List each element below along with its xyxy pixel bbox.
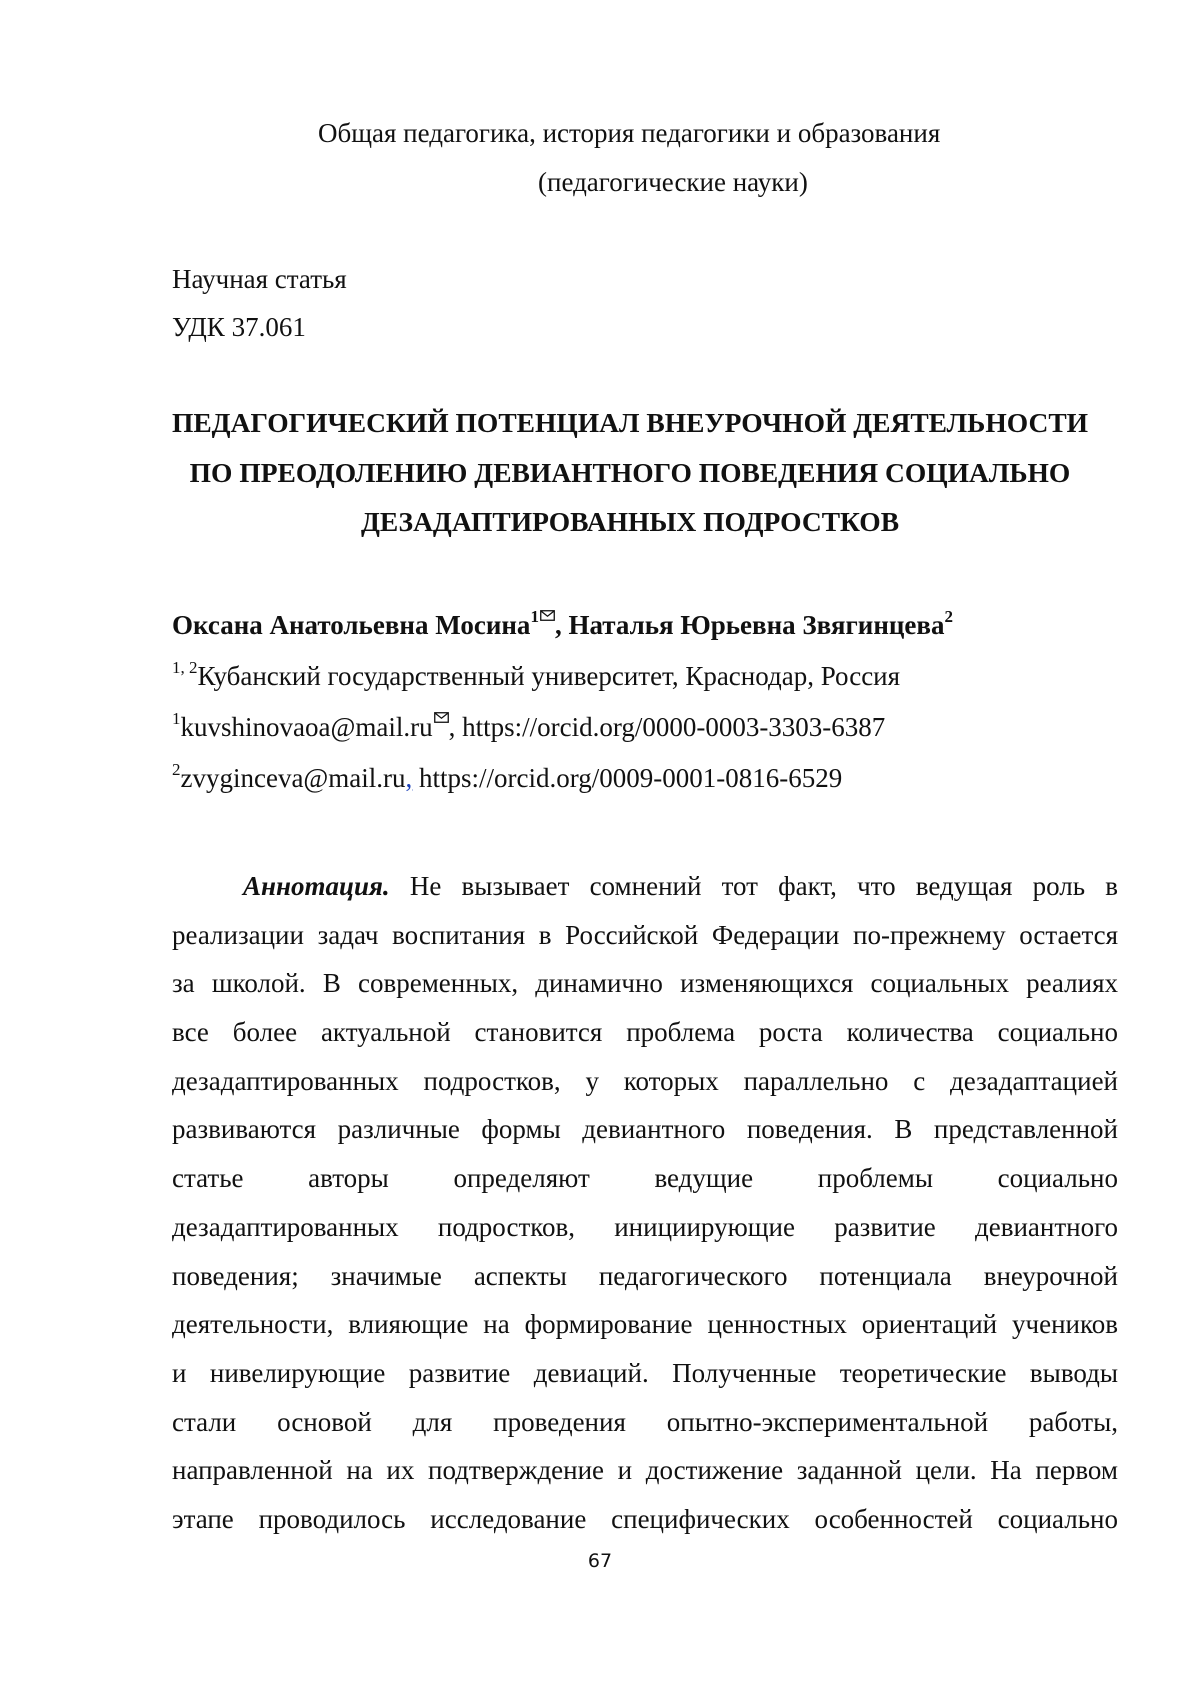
contact-1-email[interactable]: kuvshinovaoa@mail.ru [180,712,433,742]
author-2-superscript: 2 [944,607,953,626]
abstract-line: деятельности, влияющие на формирование ценностных ориентаций учеников [172,1309,1118,1340]
contact-2-orcid[interactable]: https://orcid.org/0009-0001-0816-6529 [412,763,843,793]
contact-2-separator-link[interactable]: , [405,763,413,793]
abstract-line [172,862,1118,911]
author-1-superscript: 1 [530,607,539,626]
article-title-line-1: ПЕДАГОГИЧЕСКИЙ ПОТЕНЦИАЛ ВНЕУРОЧНОЙ ДЕЯТЕЛЬНОСТИ [171,407,1089,438]
contact-line-1 [172,710,885,744]
contact-1-separator: , [448,712,463,742]
abstract-line: и нивелирующие развитие девиаций. Полученные теоретические выводы [172,1357,1118,1388]
abstract-line: дезадаптированных подростков, у которых параллельно с дезадаптацией [172,1065,1118,1096]
abstract-line: этапе проводилось исследование специфических особенностей социально [172,1503,1118,1534]
abstract-line: стали основой для проведения опытно-экспериментальной работы, [172,1406,1118,1437]
contact-2-superscript: 2 [172,760,181,779]
envelope-icon [540,610,555,621]
author-1-name: Оксана Анатольевна Мосина [172,610,531,640]
abstract-block [172,862,1118,1544]
abstract-first-line-text: Не вызывает сомнений тот факт, что ведущая роль в [409,871,1119,901]
contact-2-email[interactable]: zvyginceva@mail.ru [180,763,406,793]
abstract-label: Аннотация. [243,871,390,901]
abstract-line: все более актуальной становится проблема роста количества социально [172,1017,1118,1048]
affiliation-superscript: 1, 2 [172,658,198,677]
abstract-line: дезадаптированных подростков, инициирующие развитие девиантного [172,1211,1118,1242]
page-number: 67 [587,1550,613,1572]
article-title-line-3: ДЕЗАДАПТИРОВАННЫХ ПОДРОСТКОВ [360,506,900,537]
contact-1-superscript: 1 [172,709,181,728]
abstract-line: статье авторы определяют ведущие проблемы социально [172,1163,1118,1194]
article-title-line-2: ПО ПРЕОДОЛЕНИЮ ДЕВИАНТНОГО ПОВЕДЕНИЯ СОЦИАЛЬНО [189,457,1071,488]
udk-code: УДК 37.061 [172,312,306,342]
authors-line [172,608,953,642]
abstract-line: поведения; значимые аспекты педагогического потенциала внеурочной [172,1260,1118,1291]
contact-1-orcid[interactable]: https://orcid.org/0000-0003-3303-6387 [462,712,886,742]
contact-line-2 [172,761,842,795]
affiliation-text: Кубанский государственный университет, Краснодар, Россия [197,661,901,691]
author-2-name: Наталья Юрьевна Звягинцева [568,610,945,640]
rubric-line-2: (педагогические науки) [538,167,808,197]
abstract-line: реализации задач воспитания в Российской Федерации по-прежнему остается [172,919,1118,950]
rubric-line-1: Общая педагогика, история педагогики и образования [318,118,941,148]
author-separator: , [554,610,569,640]
abstract-line: за школой. В современных, динамично изменяющихся социальных реалиях [172,968,1118,999]
affiliation-line [172,659,900,693]
abstract-line: развиваются различные формы девиантного поведения. В представленной [172,1114,1118,1145]
article-type: Научная статья [172,264,347,294]
envelope-icon [434,712,449,723]
abstract-line: направленной на их подтверждение и достижение заданной цели. На первом [172,1455,1118,1486]
